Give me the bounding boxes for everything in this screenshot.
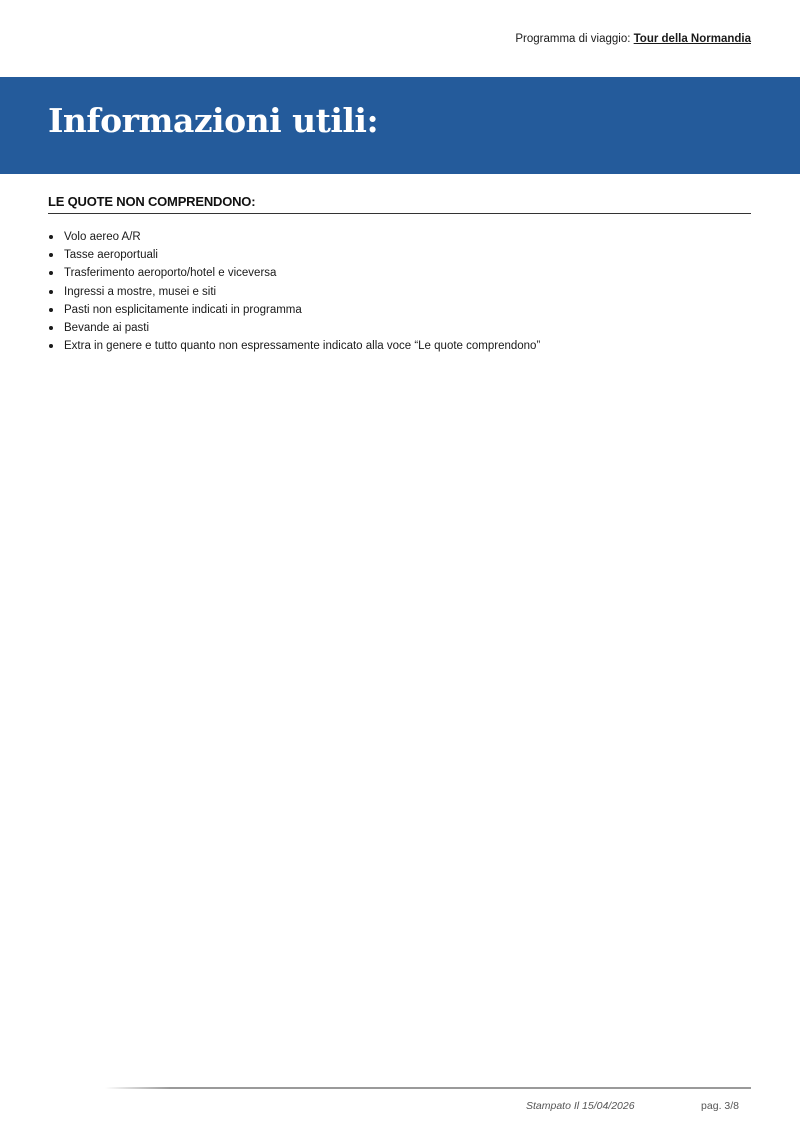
- excluded-section: [48, 194, 751, 355]
- section-heading: LE QUOTE NON COMPRENDONO:: [48, 194, 751, 214]
- print-date: Stampato Il 15/04/2026: [526, 1100, 635, 1112]
- tour-name-link[interactable]: Tour della Normandia: [633, 33, 751, 45]
- list-item: [48, 337, 751, 355]
- bullet-icon: [49, 290, 53, 294]
- footer-divider: [105, 1087, 751, 1089]
- list-item-text: Bevande ai pasti: [64, 322, 150, 335]
- list-item: [48, 264, 751, 282]
- header-label: Programma di viaggio:: [515, 33, 631, 45]
- list-item-text: Volo aereo A/R: [64, 231, 141, 243]
- document-header: [515, 33, 751, 45]
- excluded-list: [48, 228, 751, 355]
- list-item: [48, 301, 751, 319]
- bullet-icon: [49, 326, 53, 330]
- bullet-icon: [49, 235, 53, 239]
- list-item: [48, 283, 751, 301]
- bullet-icon: [49, 308, 53, 312]
- list-item: [48, 228, 751, 246]
- list-item: [48, 246, 751, 264]
- list-item: [48, 319, 751, 337]
- list-item-text: Ingressi a mostre, musei e siti: [64, 285, 217, 298]
- list-item-text: Extra in genere e tutto quanto non espressamente indicato alla voce “Le quote comprendono”: [64, 340, 541, 353]
- bullet-icon: [49, 344, 53, 348]
- list-item-text: Pasti non esplicitamente indicati in programma: [64, 303, 302, 316]
- bullet-icon: [49, 253, 53, 257]
- bullet-icon: [49, 271, 53, 275]
- list-item-text: Tasse aeroportuali: [64, 249, 158, 262]
- page-title: Informazioni utili:: [48, 101, 379, 140]
- list-item-text: Trasferimento aeroporto/hotel e viceversa: [64, 267, 277, 280]
- page-number: pag. 3/8: [701, 1100, 739, 1112]
